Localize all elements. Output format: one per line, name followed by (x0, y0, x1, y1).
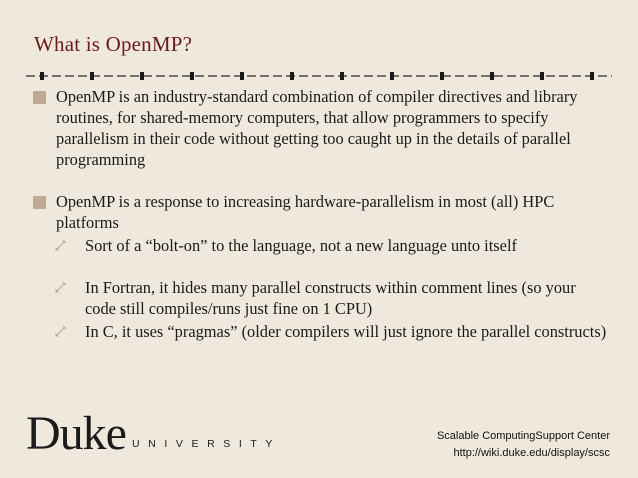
pen-bullet-icon (54, 324, 68, 338)
bullet-text: OpenMP is an industry-standard combination of compiler directives and library routines, for shared-memory computers, that allow programmers to specify parallelism in their code without getting too caught up in the details of parallel programming (56, 87, 578, 169)
footer-url: http://wiki.duke.edu/display/scsc (453, 447, 610, 459)
sub-bullet-text: In C, it uses “pragmas” (older compilers will just ignore the parallel constructs) (85, 322, 607, 341)
logo-subtitle: UNIVERSITY (132, 438, 282, 450)
square-bullet-icon (33, 91, 46, 104)
divider-tick (590, 72, 594, 80)
title-divider (26, 70, 612, 82)
divider-tick (140, 72, 144, 80)
sub-bullet-text: Sort of a “bolt-on” to the language, not a new language unto itself (85, 236, 517, 255)
slide-content (32, 84, 608, 342)
sub-bullet-item (32, 277, 608, 319)
footer-info (437, 428, 610, 462)
divider-tick (90, 72, 94, 80)
sub-bullet-item (32, 235, 608, 256)
bullet-item (32, 86, 608, 170)
bullet-text: OpenMP is a response to increasing hardware-parallelism in most (all) HPC platforms (56, 192, 555, 232)
divider-tick (540, 72, 544, 80)
duke-logo (26, 407, 282, 460)
pen-bullet-icon (54, 280, 68, 294)
square-bullet-icon (33, 196, 46, 209)
divider-tick (40, 72, 44, 80)
divider-tick (440, 72, 444, 80)
divider-tick (190, 72, 194, 80)
center-name: Scalable ComputingSupport Center (436, 430, 610, 442)
divider-tick (490, 72, 494, 80)
pen-bullet-icon (54, 238, 68, 252)
sub-bullet-text: In Fortran, it hides many parallel constructs within comment lines (so your code still compiles/runs just fine on 1 CPU) (85, 278, 576, 318)
divider-tick (340, 72, 344, 80)
bullet-item (32, 191, 608, 233)
logo-wordmark: Duke (26, 407, 126, 460)
divider-tick (390, 72, 394, 80)
divider-tick (240, 72, 244, 80)
sub-bullet-item (32, 321, 608, 342)
slide-title: What is OpenMP? (34, 32, 193, 56)
divider-tick (290, 72, 294, 80)
